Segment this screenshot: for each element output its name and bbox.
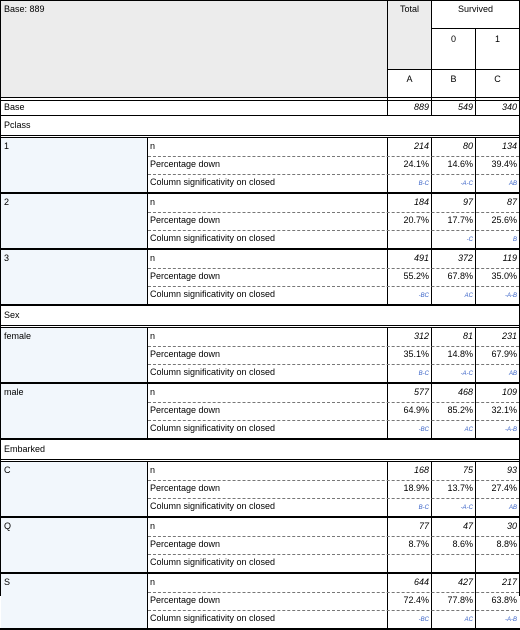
stat-label: n [150,387,156,397]
sig-value: -A-B [505,427,517,433]
n-value: 75 [462,465,473,475]
stat-label: n [150,141,156,151]
pct-value: 27.4% [491,483,517,493]
n-value: 109 [501,387,517,397]
n-value: 30 [506,521,517,531]
pct-value: 77.8% [447,595,473,605]
header-corner [1,1,387,97]
stat-label: Column significativity on closed [150,177,276,187]
pct-value: 35.1% [403,349,429,359]
total-header: Total [399,4,419,14]
sig-value: -A-B [505,617,517,623]
pct-value: 85.2% [447,405,473,415]
pct-value: 8.7% [408,539,429,549]
group-label-cell [1,518,147,572]
base-survived-1: 340 [501,102,517,112]
sig-value: B [512,237,517,243]
pct-value: 32.1% [491,405,517,415]
column-letter-c: C [494,74,501,84]
n-value: 577 [413,387,429,397]
col-rule [147,250,148,304]
row-dash [148,554,519,555]
group-label-cell [1,574,147,628]
col-rule [147,462,148,516]
sig-value: AB [508,505,517,511]
base-total: 889 [413,102,429,112]
sig-value: -BC [418,293,429,299]
row-dash [148,346,519,347]
stat-label: n [150,253,156,263]
stat-label: Percentage down [150,271,221,281]
group-label: 2 [4,197,10,207]
n-value: 77 [418,521,429,531]
base-row-label: Base [4,102,25,112]
stat-label: Column significativity on closed [150,367,276,377]
pct-value: 13.7% [447,483,473,493]
stat-label: n [150,331,156,341]
section-rule [0,459,520,460]
stat-label: Percentage down [150,595,221,605]
row-dash [148,592,519,593]
group-label: S [4,577,11,587]
stat-label: Percentage down [150,405,221,415]
stat-label: Column significativity on closed [150,423,276,433]
pct-value: 67.9% [491,349,517,359]
section-title: Embarked [4,444,46,454]
column-letter-a: A [406,74,413,84]
group-rule [0,439,520,440]
group-label: C [4,465,11,475]
stat-label: Column significativity on closed [150,557,276,567]
n-value: 184 [413,197,429,207]
row-dash [148,402,519,403]
group-label-cell [1,462,147,516]
pct-value: 25.6% [491,215,517,225]
row-dash [148,212,519,213]
pct-value: 63.8% [491,595,517,605]
sig-value: -A-C [460,181,473,187]
n-value: 468 [457,387,473,397]
n-value: 217 [501,577,517,587]
pct-value: 17.7% [447,215,473,225]
n-value: 80 [462,141,473,151]
group-label-cell [1,250,147,304]
stat-label: n [150,577,156,587]
stat-label: Percentage down [150,159,221,169]
section-rule [0,325,520,326]
stat-label: Percentage down [150,215,221,225]
stat-label: Percentage down [150,539,221,549]
row-dash [148,364,519,365]
n-value: 47 [462,521,473,531]
stat-label: Column significativity on closed [150,501,276,511]
n-value: 168 [413,465,429,475]
group-label: male [4,387,24,397]
col-rule [147,328,148,382]
section-title: Pclass [4,120,31,130]
sig-value: B-C [418,371,429,377]
stat-label: n [150,465,156,475]
sig-value: -A-B [505,293,517,299]
pct-value: 8.6% [452,539,473,549]
n-value: 87 [506,197,517,207]
col-rule [147,384,148,438]
stat-label: n [150,197,156,207]
row-dash [148,156,519,157]
n-value: 134 [501,141,517,151]
n-value: 81 [462,331,473,341]
stat-label: n [150,521,156,531]
col-rule [147,194,148,248]
pct-value: 67.8% [447,271,473,281]
pct-value: 18.9% [403,483,429,493]
section-rule [0,135,520,136]
stat-label: Percentage down [150,349,221,359]
n-value: 372 [457,253,473,263]
group-label-cell [1,194,147,248]
row-dash [148,480,519,481]
pct-value: 55.2% [403,271,429,281]
sig-value: B-C [418,505,429,511]
n-value: 644 [413,577,429,587]
pct-value: 14.6% [447,159,473,169]
sig-value: B-C [418,181,429,187]
stat-label: Percentage down [150,483,221,493]
sig-value: AB [508,371,517,377]
pct-value: 72.4% [403,595,429,605]
group-label: Q [4,521,12,531]
pct-value: 20.7% [403,215,429,225]
n-value: 312 [413,331,429,341]
stat-label: Column significativity on closed [150,613,276,623]
group-label: female [4,331,32,341]
sig-value: -BC [418,617,429,623]
pct-value: 24.1% [403,159,429,169]
row-dash [148,536,519,537]
n-value: 214 [413,141,429,151]
pct-value: 35.0% [491,271,517,281]
n-value: 119 [502,253,517,263]
survived-1-header: 1 [494,34,500,44]
n-value: 231 [501,331,517,341]
group-label-cell [1,138,147,192]
sig-value: -BC [418,427,429,433]
base-survived-0: 549 [457,102,473,112]
n-value: 93 [506,465,517,475]
stat-label: Column significativity on closed [150,289,276,299]
column-letter-b: B [450,74,457,84]
n-value: 491 [413,253,429,263]
group-rule [0,305,520,306]
n-value: 427 [457,577,473,587]
row-dash [148,174,519,175]
stat-label: Column significativity on closed [150,233,276,243]
sig-value: -C [466,237,473,243]
survived-header: Survived [457,4,493,14]
row-dash [148,268,519,269]
sig-value: AC [464,293,473,299]
row-dash [148,230,519,231]
sig-value: AC [464,617,473,623]
col-rule [147,518,148,572]
sig-value: -A-C [460,371,473,377]
sig-value: AB [508,181,517,187]
col-rule [147,138,148,192]
base-note: Base: 889 [4,4,45,14]
pct-value: 64.9% [403,405,429,415]
row-dash [148,498,519,499]
row-dash [148,610,519,611]
section-title: Sex [4,310,20,320]
group-label: 3 [4,253,10,263]
pct-value: 39.4% [491,159,517,169]
sig-value: AC [464,427,473,433]
pct-value: 8.8% [496,539,517,549]
row-dash [148,286,519,287]
n-value: 97 [462,197,473,207]
pct-value: 14.8% [447,349,473,359]
col-rule [147,574,148,628]
row-dash [148,420,519,421]
sig-value: -A-C [460,505,473,511]
group-label: 1 [4,141,10,151]
survived-0-header: 0 [450,34,456,44]
